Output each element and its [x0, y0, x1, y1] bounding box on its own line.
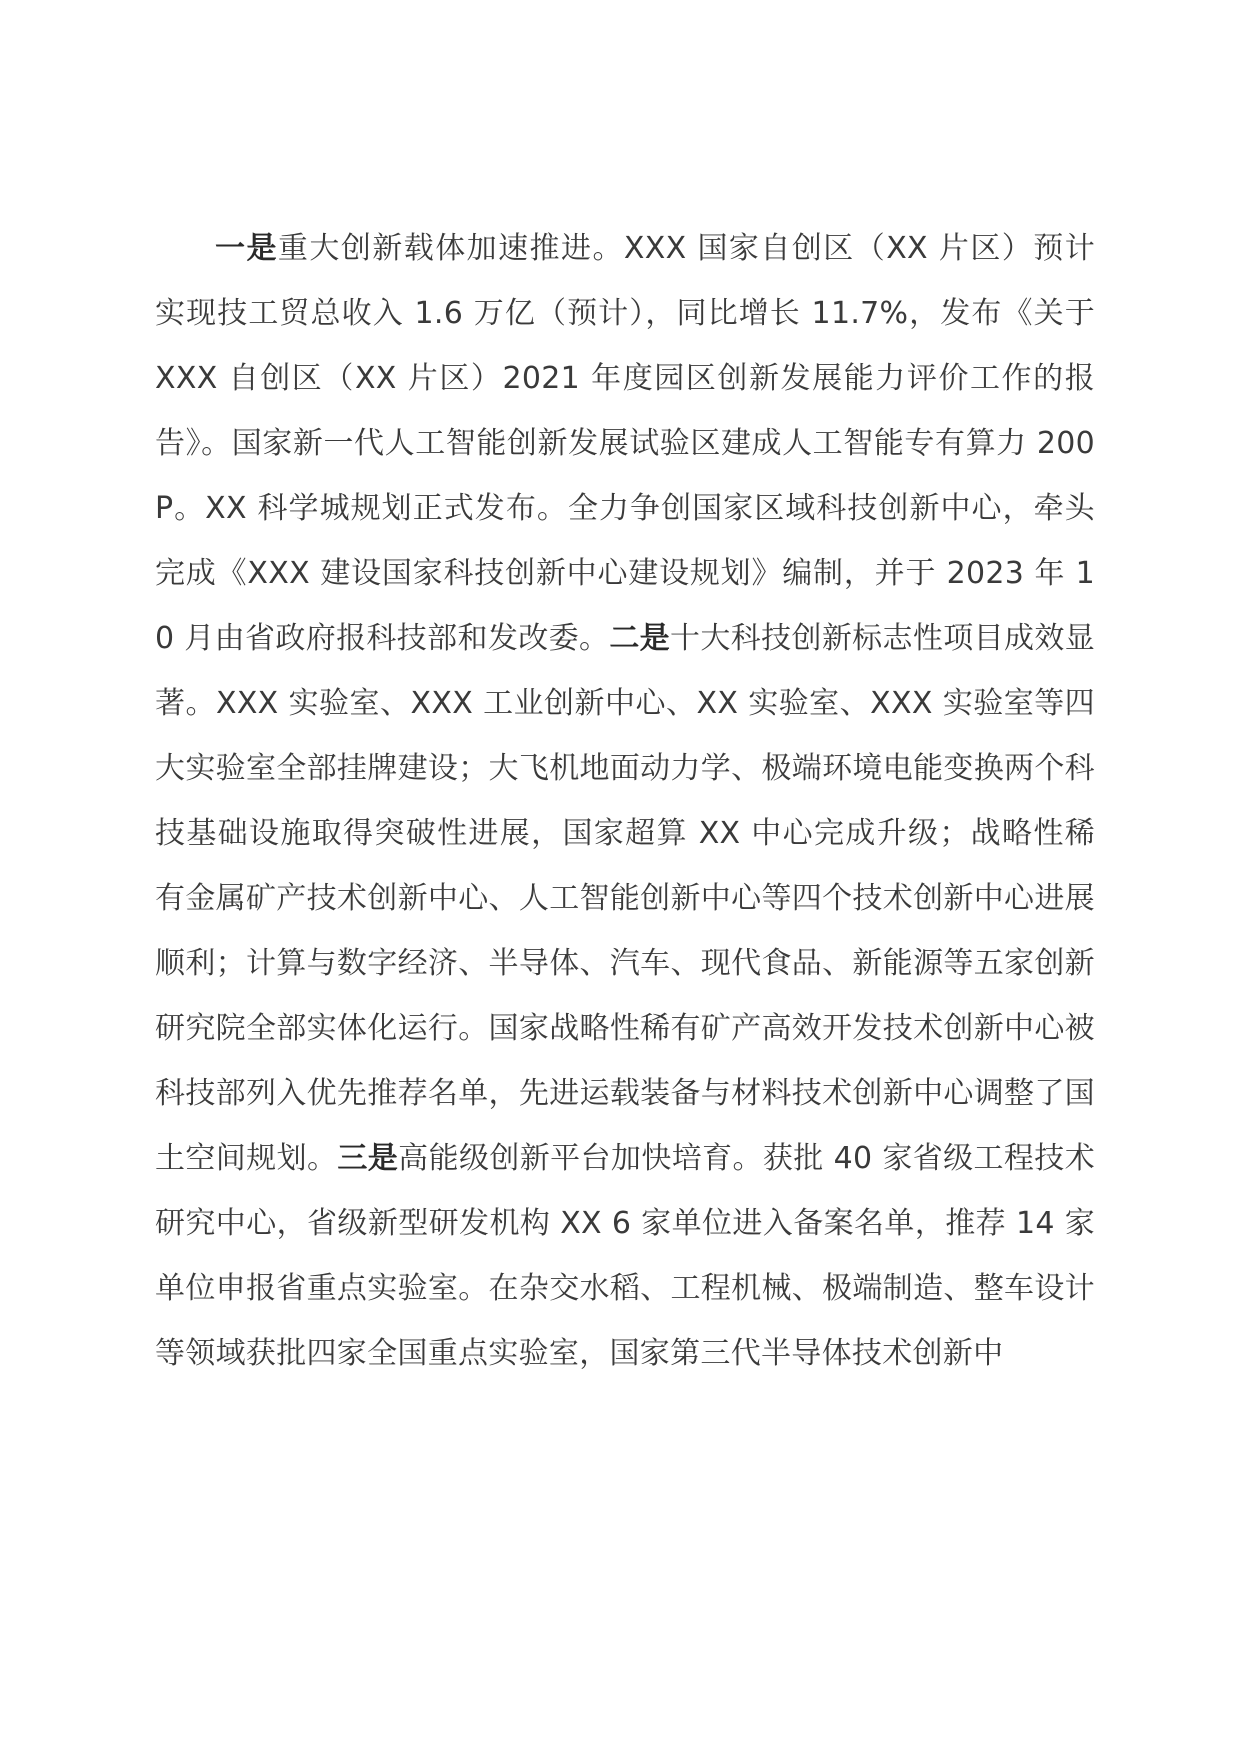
document-body	[155, 216, 1095, 1386]
point-one-text: 重大创新载体加速推进。XXX 国家自创区（XX 片区）预计实现技工贸总收入 1.6 万亿（预计），同比增长 11.7%，发布《关于 XXX 自创区（XX 片区）2021 年度园区创新发展能力评价工作的报告》。国家新一代人工智能创新发展试验区建成人工智能专有算力 200P。XX 科学城规划正式发布。全力争创国家区域科技创新中心，牵头完成《XXX 建设国家科技创新中心建设规划》编制，并于 2023 年 10 月由省政府报科技部和发改委。	[155, 231, 1096, 656]
point-three-label: 三是	[337, 1141, 399, 1176]
point-one-label: 一是	[215, 231, 278, 266]
point-three-text: 高能级创新平台加快培育。获批 40 家省级工程技术研究中心，省级新型研发机构 XX 6 家单位进入备案名单，推荐 14 家单位申报省重点实验室。在杂交水稻、工程机械、极端制造、整车设计等领域获批四家全国重点实验室，国家第三代半导体技术创新中	[155, 1141, 1095, 1371]
body-paragraph	[155, 216, 1095, 1386]
point-two-text: 十大科技创新标志性项目成效显著。XXX 实验室、XXX 工业创新中心、XX 实验室、XXX 实验室等四大实验室全部挂牌建设；大飞机地面动力学、极端环境电能变换两个科技基础设施取得突破性进展，国家超算 XX 中心完成升级；战略性稀有金属矿产技术创新中心、人工智能创新中心等四个技术创新中心进展顺利；计算与数字经济、半导体、汽车、现代食品、新能源等五家创新研究院全部实体化运行。国家战略性稀有矿产高效开发技术创新中心被科技部列入优先推荐名单，先进运载装备与材料技术创新中心调整了国土空间规划。	[155, 621, 1095, 1176]
point-two-label: 二是	[609, 621, 671, 656]
